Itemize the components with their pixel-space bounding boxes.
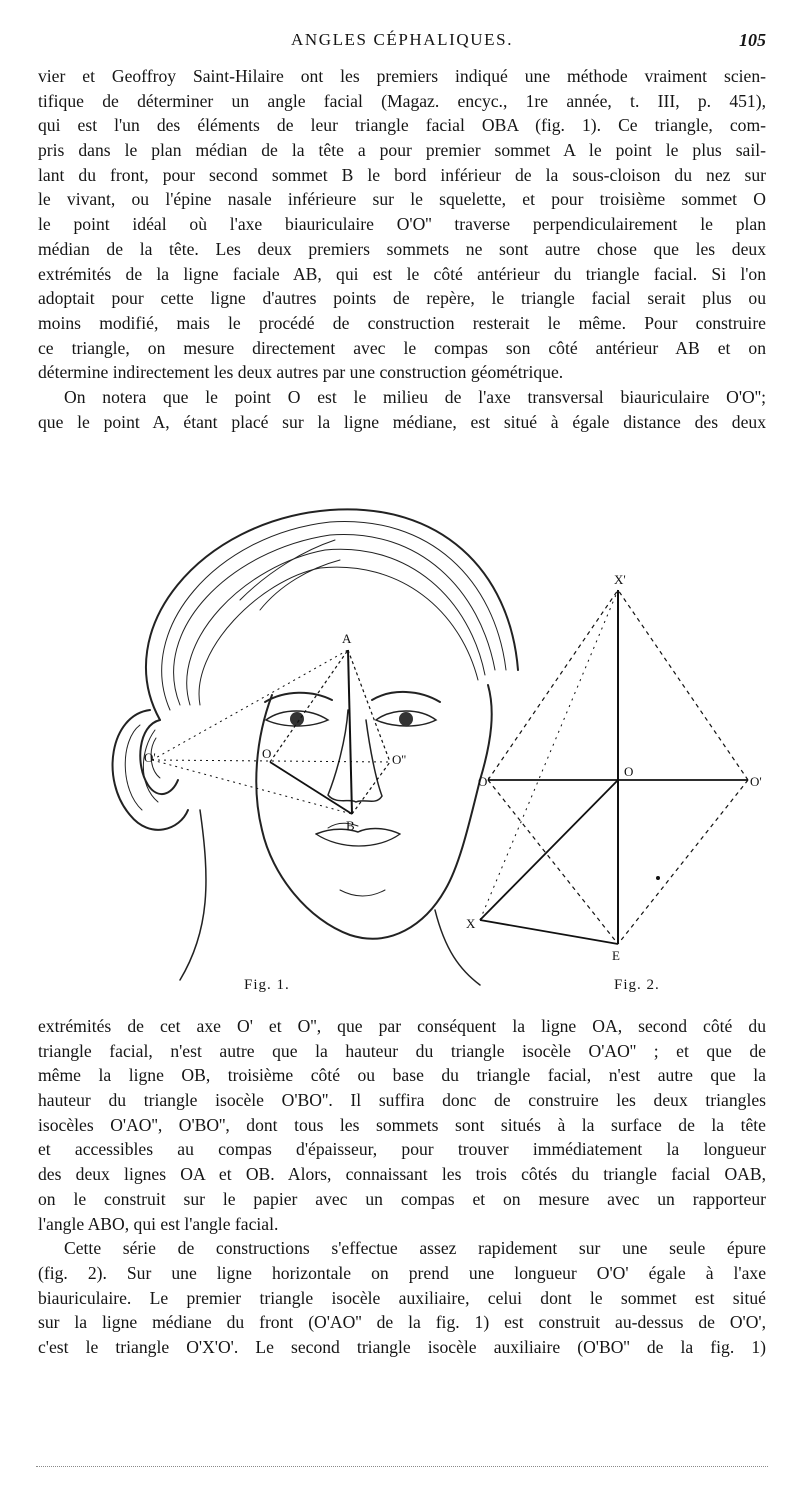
text-line: détermine indirectement les deux autres par une construction géométrique. <box>38 362 564 383</box>
text-line: adoptait pour cette ligne d'autres points de repère, le triangle facial serait plus ou <box>38 288 766 309</box>
figure-1-labels <box>144 631 406 833</box>
label-x-prime: X' <box>614 572 626 587</box>
text-line: vier et Geoffroy Saint-Hilaire ont les premiers indiqué une méthode vraiment scien- <box>38 66 766 86</box>
figure-2-construction <box>480 590 748 944</box>
figure-2-caption: Fig. 2. <box>614 977 660 993</box>
running-title: ANGLES CÉPHALIQUES. <box>290 30 514 49</box>
text-line: (fig. 2). Sur une ligne horizontale on prend une longueur O'O' égale à l'axe <box>38 1262 766 1283</box>
text-line: le point idéal où l'axe biauriculaire O'O'' traverse perpendiculairement le plan <box>38 214 766 235</box>
label-o-prime-left: O' <box>478 774 490 789</box>
bottom-paragraph <box>38 1014 766 1360</box>
text-line: hauteur du triangle isocèle O'BO''. Il suffira donc de construire les deux triangles <box>38 1090 766 1111</box>
label-x: X <box>466 916 476 931</box>
text-line: Cette série de constructions s'effectue assez rapidement sur une seule épure <box>64 1238 766 1259</box>
text-line: on le construit sur le papier avec un compas et on mesure avec un rapporteur <box>38 1188 766 1209</box>
label-o-prime: O' <box>144 750 156 765</box>
label-o: O <box>262 746 272 761</box>
label-o-prime-right: O' <box>750 774 762 789</box>
text-line: extrémités de la ligne faciale AB, qui est le côté antérieur du triangle facial. Si l'on <box>38 263 766 284</box>
text-line: triangle facial, n'est autre que la hauteur du triangle isocèle O'AO'' ; et que de <box>38 1040 766 1061</box>
text-line: que le point A, étant placé sur la ligne médiane, est situé à égale distance des deux <box>38 411 766 432</box>
figure-1-caption: Fig. 1. <box>244 977 290 993</box>
text-line: l'angle ABO, qui est l'angle facial. <box>38 1213 279 1234</box>
label-a: A <box>342 631 352 646</box>
text-line: médian de la tête. Les deux premiers sommets ne sont autre chose que les deux <box>38 238 766 259</box>
text-line: et accessibles au compas d'épaisseur, pour trouver immédiatement la longueur <box>38 1139 766 1160</box>
text-line: pris dans le plan médian de la tête a pour premier sommet A le point le plus sail- <box>38 140 766 161</box>
figures-area <box>40 480 780 1000</box>
text-line: c'est le triangle O'X'O'. Le second triangle isocèle auxiliaire (O'BO'' de la fig. 1) <box>38 1336 766 1357</box>
text-line: moins modifié, mais le procédé de construction resterait le même. Pour construire <box>38 312 766 333</box>
figure-1-face-illustration <box>113 509 518 985</box>
label-e: E <box>612 948 620 963</box>
label-o-center: O <box>624 764 634 779</box>
figures-drawing <box>40 480 780 1000</box>
text-line: des deux lignes OA et OB. Alors, connaissant les trois côtés du triangle facial OAB, <box>38 1164 766 1185</box>
text-line: même la ligne OB, troisième côté ou base du triangle facial, n'est autre que la <box>38 1065 766 1086</box>
figure-1-triangle-lines <box>152 650 390 814</box>
text-line: extrémités de cet axe O' et O'', que par conséquent la ligne OA, second côté du <box>38 1016 766 1036</box>
label-o-double: O'' <box>392 752 407 767</box>
top-paragraph <box>38 64 766 434</box>
text-line: le vivant, ou l'épine nasale inférieure sur le squelette, et pour troisième sommet O <box>38 189 766 210</box>
text-line: ce triangle, on mesure directement avec le compas son côté antérieur AB et on <box>38 337 766 358</box>
label-b: B <box>346 818 355 833</box>
page-number: 105 <box>739 30 766 50</box>
footer-dotted-rule <box>36 1466 768 1467</box>
text-line: qui est l'un des éléments de leur triangle facial OBA (fig. 1). Ce triangle, com- <box>38 115 766 136</box>
text-line: isocèles O'AO'', O'BO'', dont tous les sommets sont situés à la surface de la tête <box>38 1114 766 1135</box>
text-line: biauriculaire. Le premier triangle isocèle auxiliaire, celui dont le sommet est situé <box>38 1287 766 1308</box>
text-line: On notera que le point O est le milieu de l'axe transversal biauriculaire O'O''; <box>64 386 766 407</box>
running-head <box>38 30 766 56</box>
text-line: tifique de déterminer un angle facial (Magaz. encyc., 1re année, t. III, p. 451), <box>38 90 766 111</box>
text-line: sur la ligne médiane du front (O'AO'' de la fig. 1) est construit au-dessus de O'O', <box>38 1312 766 1333</box>
text-line: lant du front, pour second sommet B le bord inférieur de la sous-cloison du nez sur <box>38 164 766 185</box>
